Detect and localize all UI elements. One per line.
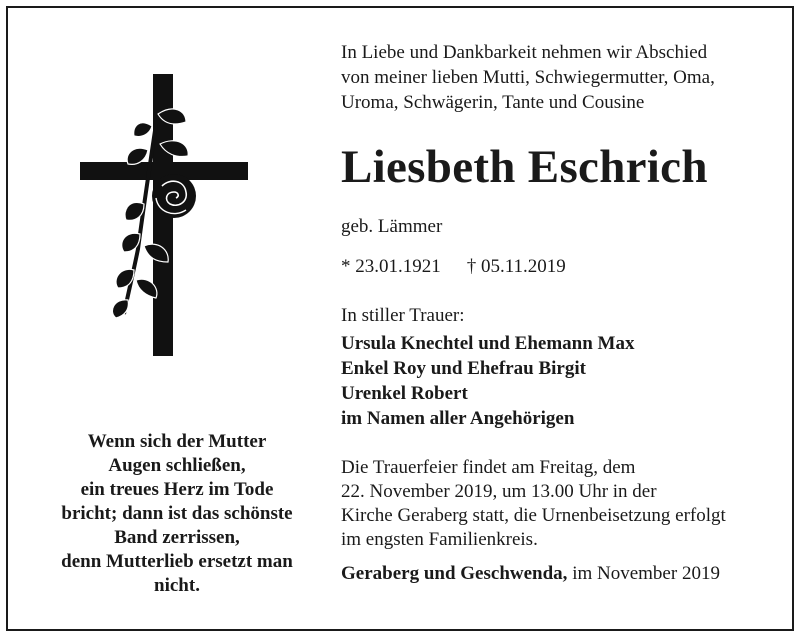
mourners-list xyxy=(341,331,634,431)
death-date: † 05.11.2019 xyxy=(466,256,566,277)
service-info xyxy=(341,456,726,552)
service-line: Kirche Geraberg statt, die Urnenbeisetzung erfolgt xyxy=(341,505,726,526)
poem-line: Wenn sich der Mutter xyxy=(87,431,267,452)
place-name: Geraberg und Geschwenda, xyxy=(341,563,568,584)
intro-text xyxy=(341,40,715,115)
mourner-line: Ursula Knechtel und Ehemann Max xyxy=(341,333,635,354)
service-line: im engsten Familienkreis. xyxy=(341,529,538,550)
poem-line: denn Mutterlieb ersetzt man xyxy=(61,551,293,572)
life-dates xyxy=(341,256,566,278)
mourning-label: In stiller Trauer: xyxy=(341,305,465,326)
service-line: Die Trauerfeier findet am Freitag, dem xyxy=(341,457,636,478)
intro-line: In Liebe und Dankbarkeit nehmen wir Abschied xyxy=(341,42,708,63)
poem-line: bricht; dann ist das schönste xyxy=(61,503,293,524)
notice-date: im November 2019 xyxy=(567,563,720,584)
mourner-line: im Namen aller Angehörigen xyxy=(341,408,575,429)
intro-line: von meiner lieben Mutti, Schwiegermutter, Oma, xyxy=(341,67,715,88)
poem xyxy=(32,430,322,598)
deceased-name: Liesbeth Eschrich xyxy=(341,141,708,193)
cross-with-rose-icon xyxy=(78,74,250,356)
service-line: 22. November 2019, um 13.00 Uhr in der xyxy=(341,481,657,502)
intro-line: Uroma, Schwägerin, Tante und Cousine xyxy=(341,92,645,113)
place-and-date xyxy=(341,563,720,585)
poem-line: Augen schließen, xyxy=(108,455,246,476)
birth-date: * 23.01.1921 xyxy=(341,256,441,277)
mourner-line: Urenkel Robert xyxy=(341,383,468,404)
poem-line: nicht. xyxy=(154,575,200,596)
poem-line: Band zerrissen, xyxy=(114,527,240,548)
maiden-name: geb. Lämmer xyxy=(341,216,443,237)
poem-line: ein treues Herz im Tode xyxy=(80,479,274,500)
mourner-line: Enkel Roy und Ehefrau Birgit xyxy=(341,358,586,379)
